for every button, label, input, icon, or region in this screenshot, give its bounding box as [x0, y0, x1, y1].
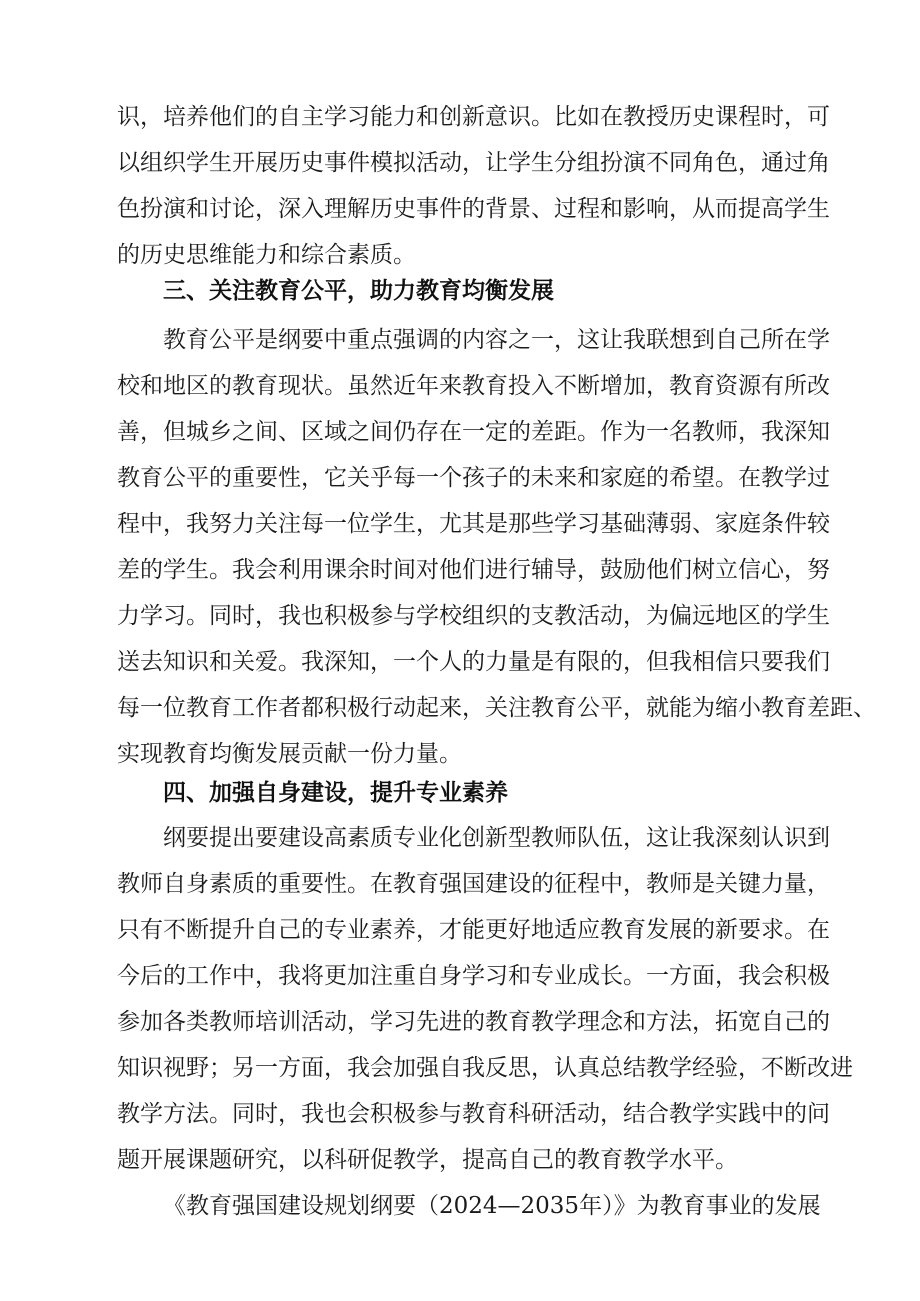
paragraph-line: 每一位教育工作者都积极行动起来，关注教育公平，就能为缩小教育差距、	[117, 695, 876, 721]
paragraph-line: 只有不断提升自己的专业素养，才能更好地适应教育发展的新要求。在	[117, 917, 830, 943]
paragraph-line: 善，但城乡之间、区域之间仍存在一定的差距。作为一名教师，我深知	[117, 419, 830, 445]
paragraph-line: 纲要提出要建设高素质专业化创新型教师队伍，这让我深刻认识到	[163, 825, 830, 851]
paragraph-line: 识，培养他们的自主学习能力和创新意识。比如在教授历史课程时，可	[117, 104, 830, 130]
paragraph-line: 参加各类教师培训活动，学习先进的教育教学理念和方法，拓宽自己的	[117, 1009, 830, 1035]
section-heading-3: 三、关注教育公平，助力教育均衡发展	[163, 278, 554, 304]
paragraph-line: 知识视野；另一方面，我会加强自我反思，认真总结教学经验，不断改进	[117, 1055, 853, 1081]
paragraph-line: 力学习。同时，我也积极参与学校组织的支教活动，为偏远地区的学生	[117, 603, 830, 629]
paragraph-line: 教学方法。同时，我也会积极参与教育科研活动，结合教学实践中的问	[117, 1101, 830, 1127]
paragraph-line: 差的学生。我会利用课余时间对他们进行辅导，鼓励他们树立信心，努	[117, 557, 830, 583]
paragraph-line: 以组织学生开展历史事件模拟活动，让学生分组扮演不同角色，通过角	[117, 150, 830, 176]
paragraph-line: 《教育强国建设规划纲要（2024—2035年）》为教育事业的发展	[163, 1193, 821, 1219]
section-heading-4: 四、加强自身建设，提升专业素养	[163, 780, 508, 806]
paragraph-line: 送去知识和关爱。我深知，一个人的力量是有限的，但我相信只要我们	[117, 649, 830, 675]
paragraph-line: 教育公平的重要性，它关乎每一个孩子的未来和家庭的希望。在教学过	[117, 465, 830, 491]
paragraph-line: 教育公平是纲要中重点强调的内容之一，这让我联想到自己所在学	[163, 327, 830, 353]
paragraph-line: 色扮演和讨论，深入理解历史事件的背景、过程和影响，从而提高学生	[117, 196, 830, 222]
paragraph-line: 实现教育均衡发展贡献一份力量。	[117, 741, 462, 767]
paragraph-line: 教师自身素质的重要性。在教育强国建设的征程中，教师是关键力量，	[117, 871, 830, 897]
paragraph-line: 的历史思维能力和综合素质。	[117, 242, 416, 268]
paragraph-line: 校和地区的教育现状。虽然近年来教育投入不断增加，教育资源有所改	[117, 373, 830, 399]
paragraph-line: 今后的工作中，我将更加注重自身学习和专业成长。一方面，我会积极	[117, 963, 830, 989]
paragraph-line: 题开展课题研究，以科研促教学，提高自己的教育教学水平。	[117, 1147, 738, 1173]
paragraph-line: 程中，我努力关注每一位学生，尤其是那些学习基础薄弱、家庭条件较	[117, 511, 830, 537]
